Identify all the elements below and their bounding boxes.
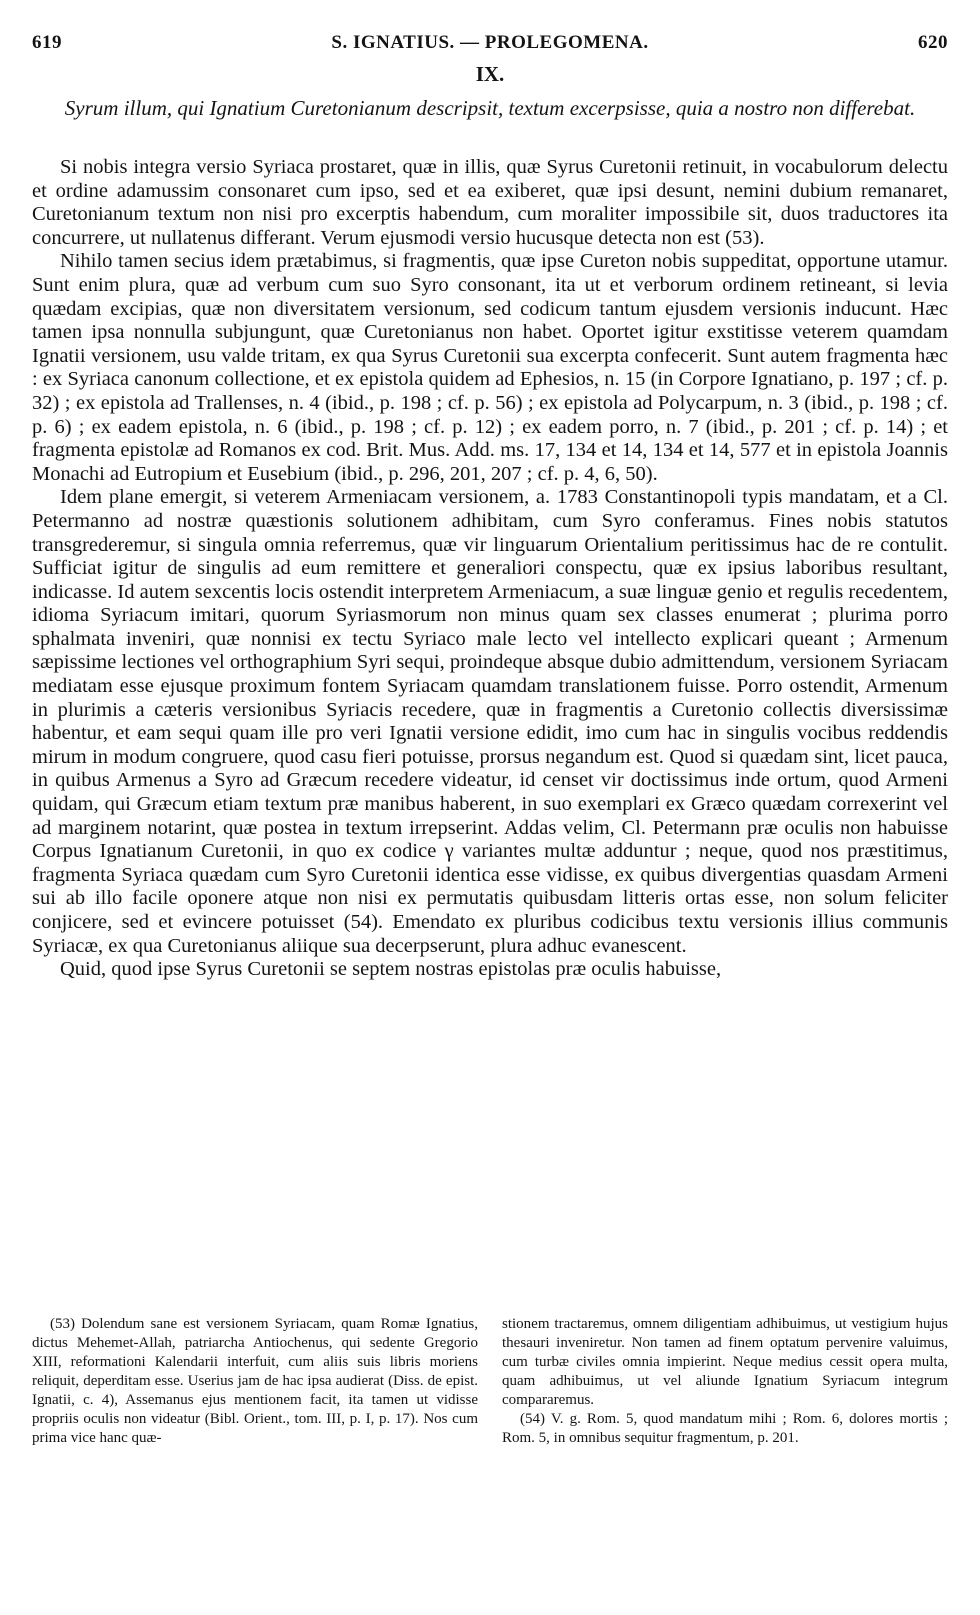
paragraph-4: Quid, quod ipse Syrus Curetonii se septem nostras epistolas præ oculis habuisse,	[60, 958, 722, 981]
page-number-right: 620	[918, 32, 948, 53]
section-number: IX.	[475, 62, 505, 86]
paragraph-1: Si nobis integra versio Syriaca prostaret, quæ in illis, quæ Syrus Curetonii retinuit, in vocabulorum delectu et ordine adamussim consonaret cum ipso, sed et ea exiberet, quæ ipsi desunt, nemini dubium remanaret, Curetonianum textum non nisi pro excerptis habendum, cum moraliter impossibile sit, duos traductores ita concurrere, ut nullatenus differant. Verum ejusmodi versio hucusque detecta non est (53).	[32, 156, 948, 249]
body-text	[32, 156, 948, 982]
footnote-53: (53) Dolendum sane est versionem Syriacam, quam Romæ Ignatius, dictus Mehemet-Allah, patriarcha Antiochenus, qui sedente Gregorio XIII, reformationi Kalendarii interfuit, cum aliis suis libris moriens reliquit, deperditam esse. Userius jam de hac ipsa audierat (Diss. de epist. Ignatii, c. 4), Assemanus ejus mentionem facit, ita tamen ut vidisse propriis oculis non videatur (Bibl. Orient., tom. III, p. I, p. 17). Nos cum prima vice hanc quæ-	[32, 1316, 478, 1446]
running-title: S. IGNATIUS. — PROLEGOMENA.	[331, 32, 649, 53]
page-number-left: 619	[32, 32, 62, 53]
footnote-column-left	[32, 1315, 478, 1448]
page-header	[32, 22, 948, 53]
footnote-column-right	[502, 1315, 948, 1448]
section-title: Syrum illum, qui Ignatium Curetonianum descripsit, textum excerpsisse, quia a nostro non differebat.	[64, 96, 916, 120]
footnote-54: (54) V. g. Rom. 5, quod mandatum mihi ; Rom. 6, dolores mortis ; Rom. 5, in omnibus sequitur fragmentum, p. 201.	[502, 1411, 948, 1446]
footnote-53-continued: stionem tractaremus, omnem diligentiam adhibuimus, ut vestigium hujus thesauri inveniretur. Non tamen ad finem optatum pervenire valuimus, cum turbæ civiles omnia impierint. Neque medius cessit opera multa, quam adhibuimus, ut vel aliunde Ignatium Syriacum integrum compararemus.	[502, 1316, 948, 1408]
paragraph-2: Nihilo tamen secius idem prætabimus, si fragmentis, quæ ipse Cureton nobis suppeditat, opportune utamur. Sunt enim plura, quæ ad verbum cum suo Syro consonant, ita ut et verborum ordinem retineant, si levia quædam excipias, quæ non diversitatem versionum, sed codicum tantum ejusdem versionis inducunt. Hæc tamen ipsa nonnulla subjungunt, quæ Curetonianus non habet. Oportet igitur exstitisse veterem quamdam Ignatii versionem, usu valde tritam, ex qua Syrus Curetonii sua excerpta confecerit. Sunt autem fragmenta hæc : ex Syriaca canonum collectione, et ex epistola quidem ad Ephesios, n. 15 (in Corpore Ignatiano, p. 197 ; cf. p. 32) ; ex epistola ad Trallenses, n. 4 (ibid., p. 198 ; cf. p. 56) ; ex epistola ad Polycarpum, n. 3 (ibid., p. 198 ; cf. p. 6) ; ex eadem epistola, n. 6 (ibid., p. 198 ; cf. p. 12) ; ex eadem porro, n. 7 (ibid., p. 201 ; cf. p. 14) ; et fragmenta epistolæ ad Romanos ex cod. Brit. Mus. Add. ms. 17, 134 et 14, 134 et 14, 577 et in epistola Joannis Monachi ad Eutropium et Eusebium (ibid., p. 296, 201, 207 ; cf. p. 4, 6, 50).	[32, 250, 948, 485]
paragraph-3: Idem plane emergit, si veterem Armeniacam versionem, a. 1783 Constantinopoli typis mandatam, et a Cl. Petermanno ad nostræ quæstionis solutionem adhibitam, cum Syro conferamus. Fines nobis statutos transgrederemur, si singula omnia referremus, quæ vir linguarum Orientalium peritissimus hac de re contulit. Sufficiat igitur de singulis ad eum remittere et generaliori conspectu, quæ ex ipsius laboribus resultant, indicasse. Id autem sexcentis locis ostendit interpretem Armeniacum, a suæ linguæ genio et regulis recedentem, idioma Syriacum imitari, quorum Syriasmorum non minus quam sex classes enumerat ; plurima porro sphalmata inveniri, quæ nonnisi ex tectu Syriaco male lecto vel intellecto explicari queant ; Armenum sæpissime lectiones vel orthographium Syri sequi, proindeque absque dubio admittendum, versionem Syriacam mediatam esse ejusque proximum fontem Syriacam quamdam translationem fuisse. Porro ostendit, Armenum in plurimis a cæteris versionibus Syriacis recedere, quæ in fragmentis a Curetonio collectis diversissimæ habentur, et eam sequi quam ille pro veri Ignatii versione edidit, imo cum hac in singulis vocibus reddendis mirum in modum congruere, quod casu fieri potuisse, prorsus negandum est. Quod si quædam sint, licet pauca, in quibus Armenus a Syro ad Græcum recedere videatur, id censet vir doctissimus inde ortum, quod Armeni quidam, qui Græcum etiam textum præ manibus haberent, in suo exemplari ex Græco quædam correxerint vel ad marginem notarint, quæ postea in textum irrepserint. Addas velim, Cl. Petermann præ oculis non habuisse Corpus Ignatianum Curetonii, in quo ex codice γ variantes multæ adduntur ; neque, quod nos præstitimus, fragmenta Syriaca quædam cum Syro Curetonii identica esse vidisse, ex quibus divergentias quasdam Armeni sui ab illo facile oponere atque non nisi ex permutatis quibusdam litteris ortas esse, non solum feliciter conjicere, sed et evincere potuisset (54). Emendato ex pluribus codicibus textu versionis illius communis Syriacæ, ex qua Curetonianus aliique sua decerpserunt, plura adhuc evanescent.	[32, 486, 948, 957]
footnotes	[32, 1315, 948, 1448]
